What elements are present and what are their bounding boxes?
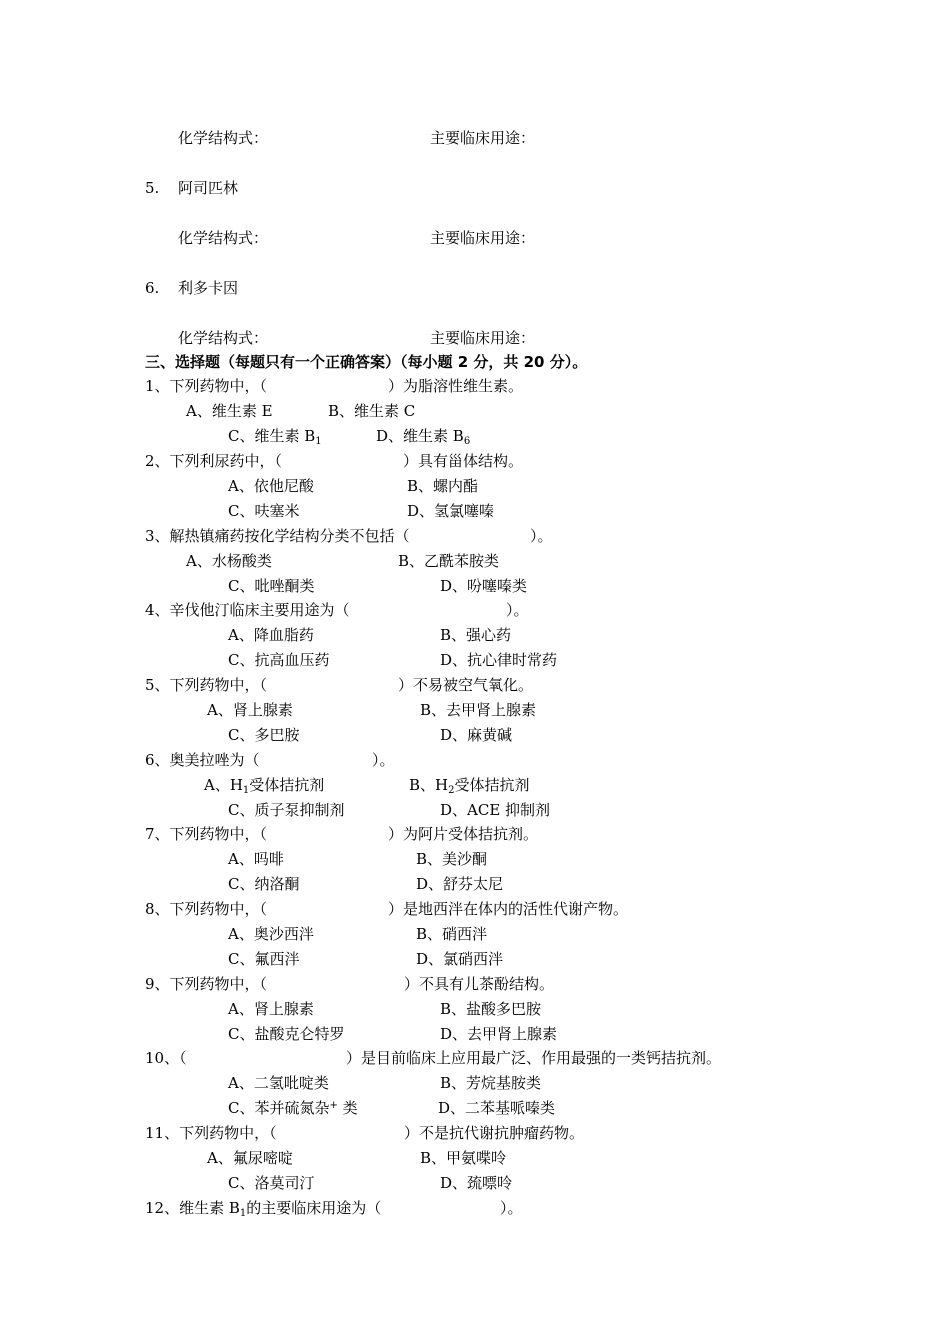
structure-label: 化学结构式：: [178, 129, 269, 147]
option-c: C、多巴胺: [228, 726, 300, 744]
option-a: A、维生素 E: [186, 402, 273, 420]
option-a: A、奥沙西泮: [228, 925, 314, 943]
question-stem-end: ）。: [506, 601, 529, 619]
clinical-use-label: 主要临床用途：: [430, 229, 536, 247]
option-b: B、$H_2$受体拮抗剂: [409, 776, 530, 796]
option-a: A、肾上腺素: [228, 1000, 314, 1018]
question-stem: 3、解热镇痛药按化学结构分类不包括（: [145, 527, 410, 545]
option-d: D、抗心律时常药: [440, 651, 558, 669]
option-d: D、麻黄碱: [440, 726, 513, 744]
option-a: A、水杨酸类: [186, 552, 272, 570]
option-b: B、芳烷基胺类: [440, 1074, 542, 1092]
option-b: B、维生素 C: [328, 402, 416, 420]
question-stem: 10、（: [145, 1049, 187, 1067]
option-b: B、螺内酯: [407, 477, 479, 495]
drug-name: 利多卡因: [178, 279, 239, 297]
option-c: C、呋塞米: [228, 502, 300, 520]
option-a: A、$H_1$受体拮抗剂: [204, 776, 325, 796]
question-stem-end: ）为脂溶性维生素。: [388, 377, 524, 395]
option-c: C、维生素 $B_1$: [228, 427, 322, 447]
question-stem: 5、下列药物中，（: [145, 676, 268, 694]
drug-name: 阿司匹林: [178, 179, 239, 197]
question-stem-end: ）。: [372, 751, 395, 769]
option-a: A、吗啡: [228, 850, 284, 868]
question-stem: 9、下列药物中，（: [145, 975, 268, 993]
question-stem-end: ）不易被空气氧化。: [398, 676, 534, 694]
option-b: B、强心药: [440, 626, 512, 644]
item-number: 5.: [145, 179, 160, 197]
option-c: C、质子泵抑制剂: [228, 801, 345, 819]
question-stem: 8、下列药物中，（: [145, 900, 268, 918]
option-a: A、氟尿嘧啶: [207, 1149, 293, 1167]
option-c: C、吡唑酮类: [228, 577, 315, 595]
structure-label: 化学结构式：: [178, 329, 269, 347]
section-heading: 三、选择题（每题只有一个正确答案）（每小题 2 分，共 20 分）。: [145, 353, 588, 371]
option-d: D、氯硝西泮: [416, 950, 504, 968]
question-stem: 12、维生素 $B_1$的主要临床用途为（: [145, 1199, 382, 1219]
question-stem: 2、下列利尿药中，（: [145, 452, 283, 470]
option-d: D、维生素 $B_6$: [376, 427, 471, 447]
question-stem: 6、奥美拉唑为（: [145, 751, 260, 769]
option-b: B、甲氨喋呤: [420, 1149, 507, 1167]
question-stem-end: ）。: [500, 1199, 523, 1217]
option-b: B、盐酸多巴胺: [440, 1000, 542, 1018]
option-a: A、降血脂药: [228, 626, 314, 644]
question-stem-end: ）不是抗代谢抗肿瘤药物。: [404, 1124, 585, 1142]
option-b: B、硝西泮: [416, 925, 488, 943]
option-d: D、ACE 抑制剂: [440, 801, 551, 819]
question-stem: 4、辛伐他汀临床主要用途为（: [145, 601, 350, 619]
question-stem-end: ）为阿片受体拮抗剂。: [388, 825, 539, 843]
option-d: D、氢氯噻嗪: [407, 502, 495, 520]
option-d: D、巯嘌呤: [440, 1174, 513, 1192]
question-stem-end: ）不具有儿茶酚结构。: [404, 975, 555, 993]
question-stem: 1、下列药物中，（: [145, 377, 268, 395]
option-d: D、吩噻嗪类: [440, 577, 528, 595]
option-b: B、去甲肾上腺素: [420, 701, 537, 719]
option-a: A、肾上腺素: [207, 701, 293, 719]
question-stem: 11、下列药物中，（: [145, 1124, 277, 1142]
question-stem-end: ）具有甾体结构。: [403, 452, 524, 470]
option-c: C、氟西泮: [228, 950, 300, 968]
clinical-use-label: 主要临床用途：: [430, 329, 536, 347]
question-stem-end: ）是地西泮在体内的活性代谢产物。: [388, 900, 629, 918]
option-d: D、舒芬太尼: [416, 875, 504, 893]
question-stem-end: ）。: [530, 527, 553, 545]
option-d: D、二苯基哌嗪类: [438, 1099, 556, 1117]
option-d: D、去甲肾上腺素: [440, 1025, 558, 1043]
option-b: B、美沙酮: [416, 850, 488, 868]
option-c: C、洛莫司汀: [228, 1174, 315, 1192]
option-c: C、盐酸克仑特罗: [228, 1025, 345, 1043]
option-a: A、二氢吡啶类: [228, 1074, 329, 1092]
question-stem-end: ）是目前临床上应用最广泛、作用最强的一类钙拮抗剂。: [346, 1049, 722, 1067]
option-c: C、纳洛酮: [228, 875, 300, 893]
item-number: 6.: [145, 279, 160, 297]
clinical-use-label: 主要临床用途：: [430, 129, 536, 147]
structure-label: 化学结构式：: [178, 229, 269, 247]
option-c: C、抗高血压药: [228, 651, 330, 669]
question-stem: 7、下列药物中，（: [145, 825, 268, 843]
option-a: A、依他尼酸: [228, 477, 314, 495]
option-b: B、乙酰苯胺类: [398, 552, 500, 570]
option-c: C、苯并硫氮杂+ 类: [228, 1099, 358, 1117]
